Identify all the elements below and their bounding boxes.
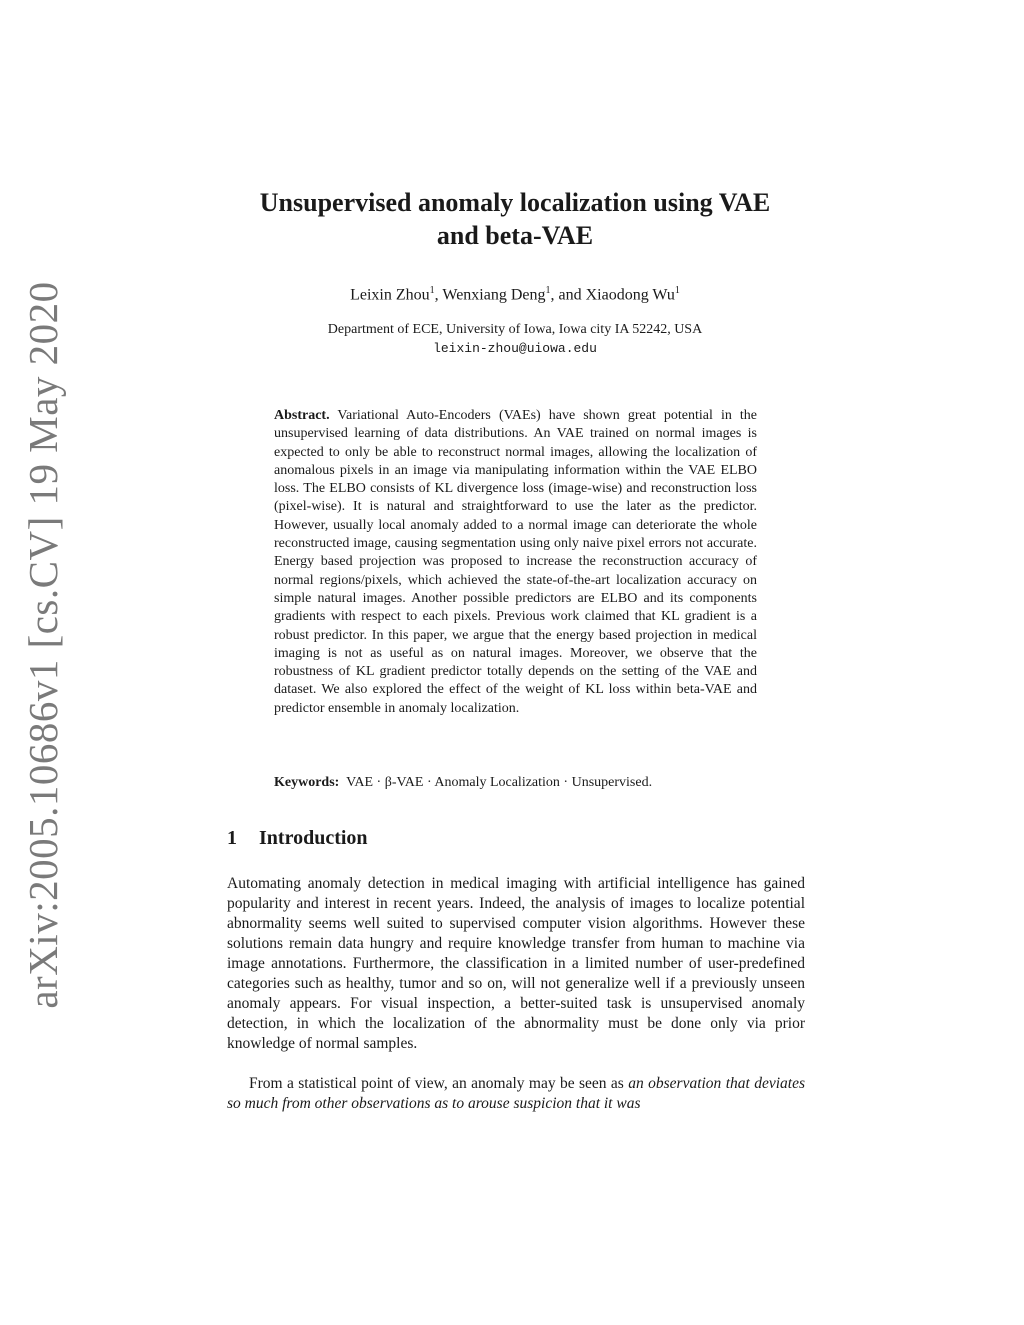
affiliation-mark: 1 bbox=[429, 285, 435, 296]
author-separator: , and bbox=[550, 286, 586, 304]
paragraph: Automating anomaly detection in medical imaging with artificial intelligence has gained popularity and interest in recent years. Indeed, the analysis of images to localize potential abnormality seems well suited to supervised computer vision algorithms. However these solutions remain data hungry and require knowledge transfer from human to machine via image annotations. Furthermore, the classification in a limited number of user-predefined categories such as healthy, tumor and so on, will not generalize well if a previously unseen anomaly appears. For visual inspection, a better-suited task is unsupervised anomaly detection, in which the localization of the abnormality must be done only via prior knowledge of normal samples. bbox=[227, 875, 805, 1052]
paper-title bbox=[220, 186, 810, 252]
section-title: Introduction bbox=[259, 827, 368, 849]
abstract bbox=[274, 407, 757, 718]
keywords bbox=[274, 775, 757, 791]
abstract-text: Variational Auto-Encoders (VAEs) have shown great potential in the unsupervised learning of data distributions. An VAE trained on normal images is expected to only be able to reconstruct normal images, allowing the localization of anomalous pixels in an image via manipulating information within the VAE ELBO loss. The ELBO consists of KL divergence loss (image-wise) and reconstruction loss (pixel-wise). It is natural and straightforward to use the later as the predictor. However, usually local anomaly added to a normal image can deteriorate the whole reconstructed image, causing segmentation using only naive pixel errors not accurate. Energy based projection was proposed to increase the reconstruction accuracy of normal regions/pixels, which achieved the state-of-the-art localization accuracy on simple natural images. Another possible predictors are ELBO and its components gradients with respect to each pixels. Previous work claimed that KL gradient is a robust predictor. In this paper, we argue that the energy based projection in medical imaging is not as useful as on natural images. Moreover, we observe that the robustness of KL gradient predictor totally depends on the setting of the VAE and dataset. We also explored the effect of the weight of KL loss within beta-VAE and predictor ensemble in anomaly localization. bbox=[274, 408, 757, 716]
abstract-label: Abstract. bbox=[274, 408, 330, 423]
affiliation-mark: 1 bbox=[545, 285, 551, 296]
paragraph bbox=[227, 1074, 805, 1114]
title-line-1: Unsupervised anomaly localization using VAE bbox=[259, 188, 771, 217]
author-name: Leixin Zhou bbox=[350, 286, 430, 304]
email-address[interactable]: leixin-zhou@uiowa.edu bbox=[433, 341, 597, 356]
affiliation-mark: 1 bbox=[674, 285, 680, 296]
keywords-text: VAE · β-VAE · Anomaly Localization · Unsupervised. bbox=[346, 775, 653, 790]
section-number: 1 bbox=[227, 827, 237, 849]
affiliation-block bbox=[220, 320, 810, 358]
affiliation: Department of ECE, University of Iowa, Iowa city IA 52242, USA bbox=[327, 322, 703, 337]
author-name: Xiaodong Wu bbox=[585, 286, 675, 304]
section-heading bbox=[227, 827, 368, 850]
arxiv-identifier: arXiv:2005.10686v1 [cs.CV] 19 May 2020 bbox=[20, 281, 66, 1009]
author-separator: , bbox=[434, 286, 443, 304]
title-line-2: and beta-VAE bbox=[436, 221, 594, 250]
quoted-definition: an observation that deviates so much from other observations as to arouse suspicion that it was bbox=[227, 1075, 805, 1112]
author-name: Wenxiang Deng bbox=[442, 286, 546, 304]
paragraph-text: From a statistical point of view, an anomaly may be seen as bbox=[249, 1075, 629, 1092]
author-list bbox=[220, 285, 810, 304]
keywords-label: Keywords: bbox=[274, 775, 340, 790]
